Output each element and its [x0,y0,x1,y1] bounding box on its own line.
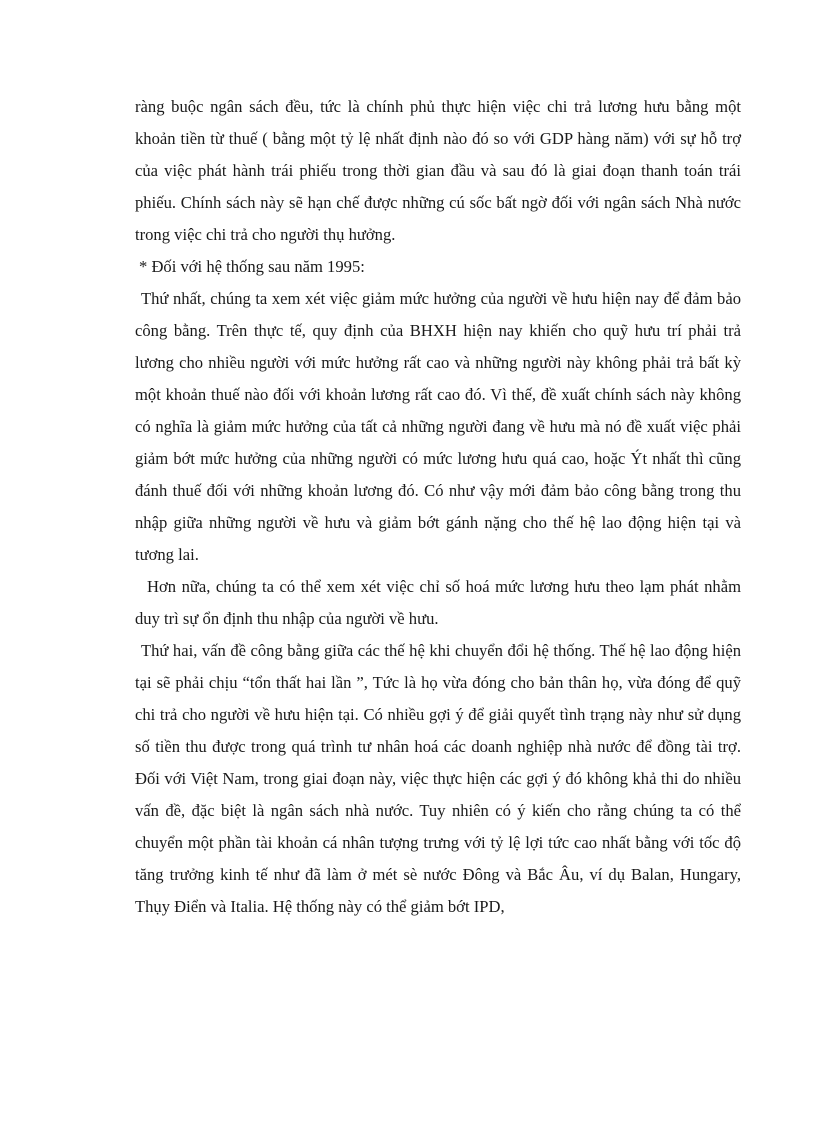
paragraph-budget-constraint: ràng buộc ngân sách đều, tức là chính phủ thực hiện việc chi trả lương hưu bằng một khoản tiền từ thuế ( bằng một tỷ lệ nhất định nào đó so với GDP hàng năm) với sự hỗ trợ của việc phát hành trái phiếu trong thời gian đầu và sau đó là giai đoạn thanh toán trái phiếu. Chính sách này sẽ hạn chế được những cú sốc bất ngờ đối với ngân sách Nhà nước trong việc chi trả cho người thụ hưởng. [135,97,741,244]
paragraph-first-point: Thứ nhất, chúng ta xem xét việc giảm mức hưởng của người về hưu hiện nay để đảm bảo công bằng. Trên thực tế, quy định của BHXH hiện nay khiến cho quỹ hưu trí phải trả lương cho nhiều người với mức hưởng rất cao và những người này không phải trả bất kỳ một khoản thuế nào đối với khoản lương rất cao đó. Vì thế, đề xuất chính sách này không có nghĩa là giảm mức hưởng của tất cả những người đang về hưu mà nó đề xuất việc phải giảm bớt mức hưởng của những người có mức lương hưu quá cao, hoặc Ýt nhất thì cũng đánh thuế đối với những khoản lương đó. Có như vậy mới đảm bảo công bằng trong thu nhập giữa những người về hưu và giảm bớt gánh nặng cho thế hệ lao động hiện tại và tương lai. [135,289,741,564]
paragraph-second-point: Thứ hai, vấn đề công bằng giữa các thế hệ khi chuyển đổi hệ thống. Thế hệ lao động hiện tại sẽ phải chịu “tổn thất hai lần ”, Tức là họ vừa đóng cho bản thân họ, vừa đóng để quỹ chi trả cho người về hưu hiện tại. Có nhiều gợi ý để giải quyết tình trạng này như sử dụng số tiền thu được trong quá trình tư nhân hoá các doanh nghiệp nhà nước để đồng tài trợ. Đối với Việt Nam, trong giai đoạn này, việc thực hiện các gợi ý đó không khả thi do nhiều vấn đề, đặc biệt là ngân sách nhà nước. Tuy nhiên có ý kiến cho rằng chúng ta có thể chuyển một phần tài khoản cá nhân tượng trưng với tỷ lệ lợi tức cao nhất bằng với tốc độ tăng trưởng kinh tế như đã làm ở mét sè nước Đông và Bắc Âu, ví dụ Balan, Hungary, Thụy Điển và Italia. Hệ thống này có thể giảm bớt IPD, [135,641,741,916]
document-body [135,91,741,923]
paragraph-indexation: Hơn nữa, chúng ta có thể xem xét việc chỉ số hoá mức lương hưu theo lạm phát nhằm duy trì sự ổn định thu nhập của người về hưu. [135,577,741,628]
section-heading-post-1995: * Đối với hệ thống sau năm 1995: [139,257,365,276]
